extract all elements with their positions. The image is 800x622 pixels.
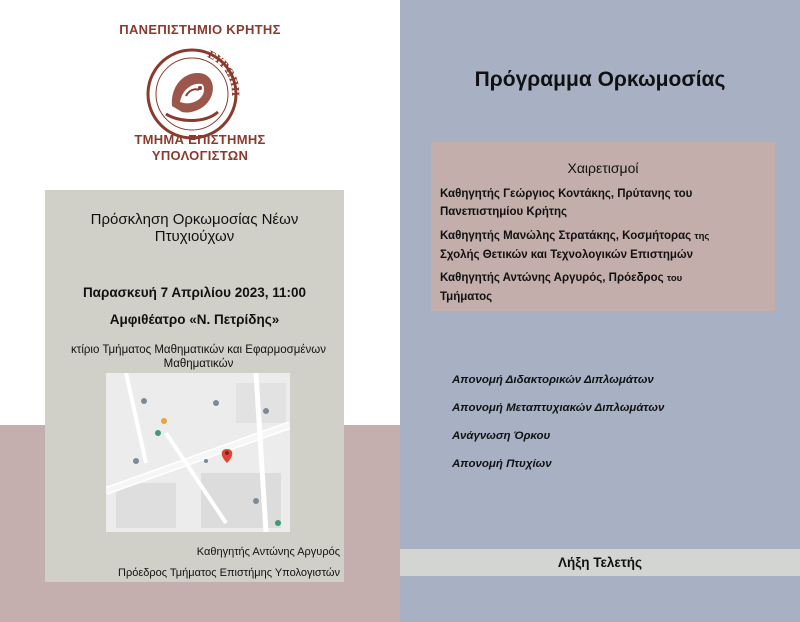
department-name [0, 132, 400, 164]
greetings-box [431, 142, 775, 311]
greeting-item [440, 269, 770, 306]
greetings-title: Χαιρετισμοί [567, 160, 639, 176]
invitation-title-line-2: Πτυχιούχων [154, 228, 235, 245]
seal-text: ΕΥΡΩΠΗ [205, 49, 241, 97]
greeting-item [440, 185, 770, 221]
signature-title: Πρόεδρος Τμήματος Επιστήμης Υπολογιστών [118, 567, 340, 579]
event-hall: Αμφιθέατρο «Ν. Πετρίδης» [109, 312, 280, 327]
agenda-item: Απονομή Διδακτορικών Διπλωμάτων [452, 374, 654, 386]
building-line-1: κτίριο Τμήματος Μαθηματικών και Εφαρμοσμένων [71, 344, 326, 356]
greeting-line-2: Σχολής Θετικών και Τεχνολογικών Επιστημών [440, 249, 693, 261]
invitation-title [45, 211, 344, 245]
greeting-line-1-small: της [694, 231, 710, 242]
greeting-line-1-small: του [666, 273, 683, 284]
building-line-2: Μαθηματικών [163, 358, 234, 370]
closing-label: Λήξη Τελετής [557, 555, 643, 570]
greeting-line-1-main: Καθηγητής Μανώλης Στρατάκης, Κοσμήτορας [440, 230, 692, 242]
university-seal-logo [142, 44, 242, 144]
greeting-line-1 [440, 227, 770, 246]
event-building [49, 343, 348, 371]
right-panel [400, 0, 800, 622]
greeting-line-1: Καθηγητής Γεώργιος Κοντάκης, Πρύτανης του [440, 188, 693, 200]
department-line-2: ΥΠΟΛΟΓΙΣΤΩΝ [151, 148, 249, 163]
invitation-title-line-1: Πρόσκληση Ορκωμοσίας Νέων [90, 211, 299, 228]
greeting-line-1 [440, 269, 770, 288]
department-line-1: ΤΜΗΜΑ ΕΠΙΣΤΗΜΗΣ [134, 132, 266, 147]
agenda-item: Απονομή Μεταπτυχιακών Διπλωμάτων [452, 402, 665, 414]
signature-name: Καθηγητής Αντώνης Αργυρός [196, 546, 340, 558]
university-name: ΠΑΝΕΠΙΣΤΗΜΙΟ ΚΡΗΤΗΣ [119, 22, 281, 37]
program-title: Πρόγραμμα Ορκωμοσίας [474, 68, 726, 91]
invitation-box [45, 190, 344, 582]
greeting-line-2: Τμήματος [440, 291, 493, 303]
agenda-item: Απονομή Πτυχίων [452, 458, 552, 470]
event-date: Παρασκευή 7 Απριλίου 2023, 11:00 [82, 285, 307, 300]
greeting-item [440, 227, 770, 264]
closing-bar [400, 549, 800, 576]
agenda-item: Ανάγνωση Όρκου [452, 430, 551, 442]
greeting-line-2: Πανεπιστημίου Κρήτης [440, 206, 567, 218]
location-map[interactable] [106, 373, 290, 532]
greeting-line-1-main: Καθηγητής Αντώνης Αργυρός, Πρόεδρος [440, 272, 664, 284]
